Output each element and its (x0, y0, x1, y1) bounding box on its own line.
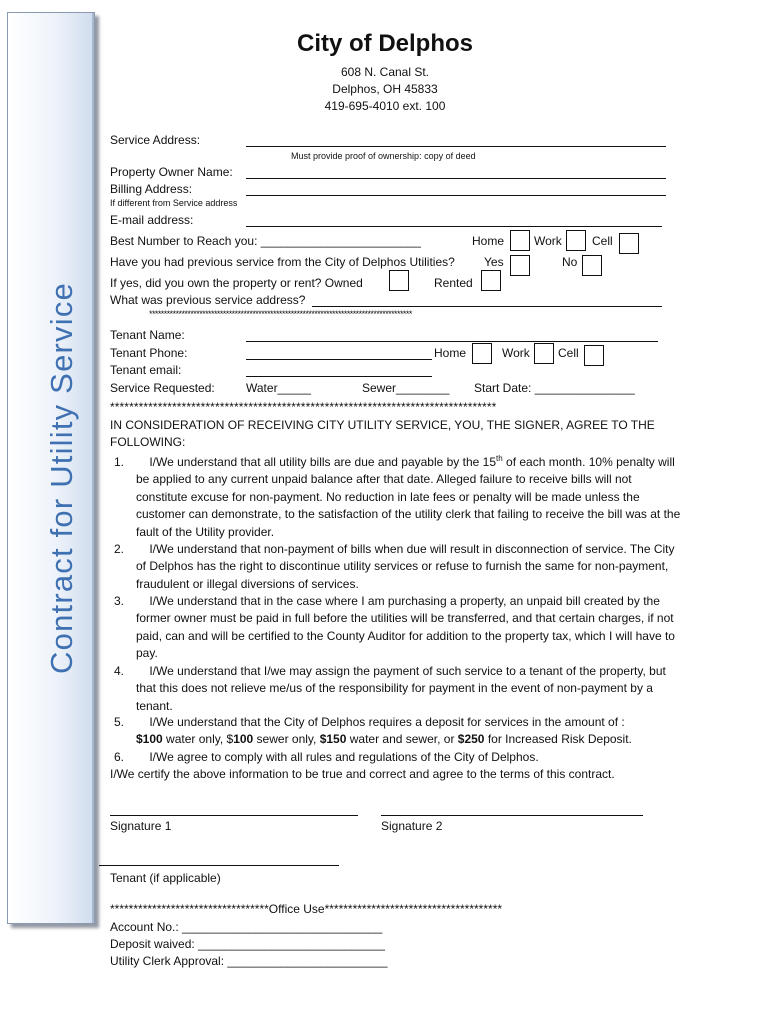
best-number-label: Best Number to Reach you: ________________________ (110, 234, 421, 248)
home-checkbox[interactable] (510, 230, 530, 251)
cell-checkbox[interactable] (619, 233, 639, 254)
tenant-signature-label: Tenant (if applicable) (110, 871, 221, 885)
previous-address-field[interactable] (312, 306, 662, 307)
tenant-home-label: Home (434, 346, 467, 360)
proof-note: Must provide proof of ownership: copy of deed (291, 151, 476, 161)
page-title: City of Delphos (296, 30, 473, 57)
owned-checkbox[interactable] (389, 270, 409, 291)
signature-2-line[interactable] (381, 815, 643, 816)
tenant-name-field[interactable] (246, 341, 658, 342)
term-number: 1. (114, 455, 125, 469)
term-item-3: 3. I/We understand that in the case where I am purchasing a property, an unpaid bill created by the former owner must be paid in full before the utilities will be transferred, and that certain charges, if not paid, can and will be certified to the County Auditor for addition to the property tax, which I will have to pay. (114, 594, 675, 661)
service-requested-label: Service Requested: (110, 381, 215, 395)
certification-statement: I/We certify the above information to be true and correct and agree to the terms of this contract. (110, 767, 615, 781)
phone-number: 419-695-4010 ext. 100 (324, 99, 446, 113)
account-number-field[interactable]: Account No.: ______________________________ (110, 920, 383, 934)
email-label: E-mail address: (110, 213, 194, 227)
tenant-signature-line[interactable] (99, 865, 339, 866)
term-number: 5. (114, 715, 125, 729)
signature-1-line[interactable] (110, 815, 358, 816)
office-use-header: **********************************Office Use************************************** (110, 902, 503, 916)
term-item-5: 5. I/We understand that the City of Delphos requires a deposit for services in the amount of : $100 water only, $100 sewer only, $150 water and sewer, or $250 for Increased Risk Deposit. (114, 715, 632, 747)
email-field[interactable] (246, 226, 662, 227)
rented-checkbox[interactable] (481, 270, 501, 291)
tenant-email-field[interactable] (246, 376, 432, 377)
term-item-4: 4. I/We understand that I/we may assign the payment of such service to a tenant of the property, but that this does not relieve me/us of the responsibility for payment in the event of non-payment by a tenant. (114, 664, 666, 713)
property-owner-field[interactable] (246, 178, 666, 179)
no-checkbox[interactable] (582, 255, 602, 276)
billing-address-field[interactable] (246, 195, 666, 196)
separator-stars-long: ********************************************************************************* (110, 400, 497, 414)
tenant-home-checkbox[interactable] (472, 343, 492, 364)
sewer-option[interactable]: Sewer________ (362, 381, 450, 395)
tenant-name-label: Tenant Name: (110, 328, 185, 342)
property-owner-label: Property Owner Name: (110, 165, 233, 179)
previous-service-question: Have you had previous service from the City of Delphos Utilities? (110, 255, 455, 269)
home-label: Home (472, 234, 505, 248)
no-label: No (562, 255, 578, 269)
previous-address-label: What was previous service address? (110, 293, 306, 307)
tenant-cell-label: Cell (558, 346, 579, 360)
tenant-work-checkbox[interactable] (534, 343, 554, 364)
yes-label: Yes (484, 255, 504, 269)
service-address-field[interactable] (246, 146, 666, 147)
tenant-phone-label: Tenant Phone: (110, 346, 188, 360)
billing-address-label: Billing Address: (110, 182, 193, 196)
yes-checkbox[interactable] (510, 255, 530, 276)
cell-label: Cell (592, 234, 613, 248)
term-item-1: 1. I/We understand that all utility bills are due and payable by the 15th of each month. 10% penalty will be applied to any current unpaid balance after that date. Alleged failure to receive bills will not constitute excuse for non-payment. No reduction in late fees or penalty will be made unless the customer can demonstrate, to the satisfaction of the utility clerk that failing to receive the bill was at the fault of the Utility provider. (114, 454, 681, 539)
sidebar-title: Contract for Utility Service (44, 282, 79, 674)
clerk-approval-field[interactable]: Utility Clerk Approval: ________________________ (110, 954, 388, 968)
service-address-label: Service Address: (110, 133, 201, 147)
term-item-2: 2. I/We understand that non-payment of bills when due will result in disconnection of service. The City of Delphos has the right to discontinue utility services or refuse to furnish the same for non-payment, fraudulent or illegal diversions of services. (114, 542, 675, 591)
start-date-field[interactable]: Start Date: _______________ (474, 381, 635, 395)
billing-note: If different from Service address (110, 198, 238, 208)
tenant-email-label: Tenant email: (110, 363, 182, 377)
term-number: 6. (114, 750, 125, 764)
term-number: 4. (114, 664, 125, 678)
term-item-6: 6. I/We agree to comply with all rules and regulations of the City of Delphos. (136, 749, 681, 766)
tenant-phone-field[interactable] (246, 359, 432, 360)
tenant-cell-checkbox[interactable] (584, 345, 604, 366)
work-checkbox[interactable] (566, 230, 586, 251)
terms-intro-line-1: IN CONSIDERATION OF RECEIVING CITY UTILITY SERVICE, YOU, THE SIGNER, AGREE TO THE (110, 418, 655, 432)
signature-2-label: Signature 2 (381, 819, 443, 833)
term-number: 2. (114, 542, 125, 556)
own-or-rent-question: If yes, did you own the property or rent? Owned (110, 276, 363, 290)
separator-stars-short: ***************************************************************************************** (149, 309, 412, 319)
letterhead (250, 28, 520, 115)
deposit-waived-field[interactable]: Deposit waived: ____________________________ (110, 937, 385, 951)
city-state-zip: Delphos, OH 45833 (332, 82, 438, 96)
tenant-work-label: Work (502, 346, 530, 360)
terms-intro-line-2: FOLLOWING: (110, 435, 186, 449)
term-number: 3. (114, 594, 125, 608)
water-option[interactable]: Water_____ (246, 381, 311, 395)
signature-1-label: Signature 1 (110, 819, 172, 833)
street-address: 608 N. Canal St. (340, 65, 430, 79)
work-label: Work (534, 234, 562, 248)
rented-label: Rented (434, 276, 473, 290)
